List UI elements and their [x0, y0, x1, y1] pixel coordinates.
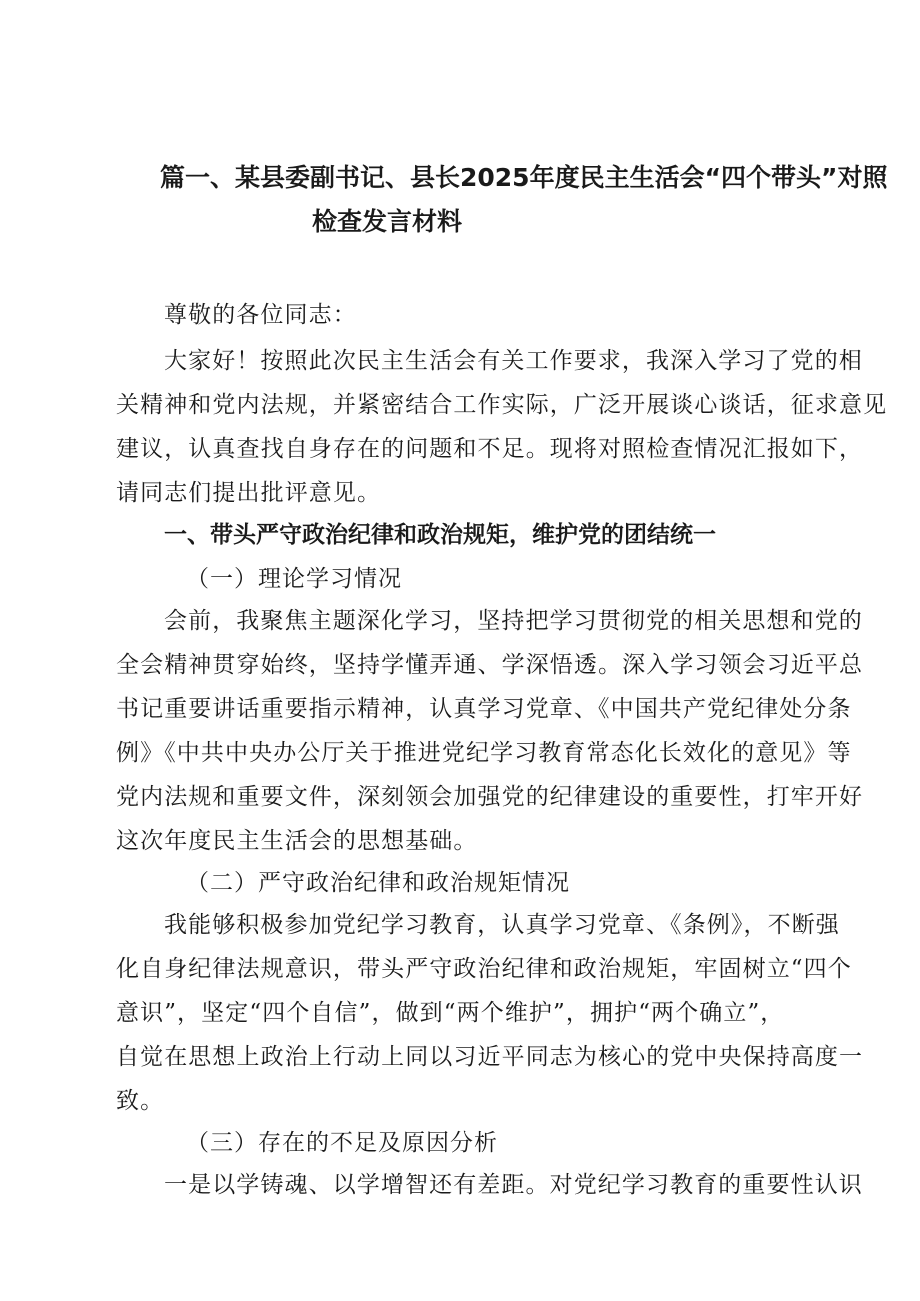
paragraph-line: 自觉在思想上政治上行动上同以习近平同志为核心的党中央保持高度一 [116, 1044, 864, 1070]
paragraph-line: 书记重要讲话重要指示精神，认真学习党章、《中国共产党纪律处分条 [116, 696, 852, 722]
paragraph-line: 意识”，坚定“四个自信”，做到“两个维护”，拥护“两个确立”， [116, 1000, 785, 1026]
paragraph-line: 我能够积极参加党纪学习教育，认真学习党章、《条例》，不断强 [164, 912, 840, 938]
paragraph-line: 党内法规和重要文件，深刻领会加强党的纪律建设的重要性，打牢开好 [116, 784, 864, 810]
intro-line: 大家好！按照此次民主生活会有关工作要求，我深入学习了党的相 [164, 348, 863, 374]
paragraph-line: 会前，我聚焦主题深化学习，坚持把学习贯彻党的相关思想和党的 [164, 608, 863, 634]
document-title-line-2: 检查发言材料 [312, 207, 463, 236]
paragraph-line: 例》《中共中央办公厅关于推进党纪学习教育常态化长效化的意见》等 [116, 740, 852, 766]
paragraph-line: 致。 [116, 1088, 165, 1114]
paragraph-line: 化自身纪律法规意识，带头严守政治纪律和政治规矩，牢固树立“四个 [116, 956, 852, 982]
intro-line: 关精神和党内法规，并紧密结合工作实际，广泛开展谈心谈话，征求意见 [116, 392, 888, 418]
intro-line: 请同志们提出批评意见。 [116, 480, 382, 506]
document-title-line-1: 篇一、某县委副书记、县长2025年度民主生活会“四个带头”对照 [160, 163, 888, 192]
paragraph-line: 一是以学铸魂、以学增智还有差距。对党纪学习教育的重要性认识 [164, 1172, 863, 1198]
paragraph-line: 这次年度民主生活会的思想基础。 [116, 828, 478, 854]
greeting: 尊敬的各位同志： [164, 302, 357, 328]
intro-line: 建议，认真查找自身存在的问题和不足。现将对照检查情况汇报如下， [116, 436, 864, 462]
subsection-heading: （二）严守政治纪律和政治规矩情况 [186, 870, 570, 896]
paragraph-line: 全会精神贯穿始终，坚持学懂弄通、学深悟透。深入学习领会习近平总 [116, 652, 864, 678]
section-heading: 一、带头严守政治纪律和政治规矩，维护党的团结统一 [164, 522, 716, 548]
subsection-heading: （三）存在的不足及原因分析 [186, 1130, 498, 1156]
subsection-heading: （一）理论学习情况 [186, 566, 402, 592]
